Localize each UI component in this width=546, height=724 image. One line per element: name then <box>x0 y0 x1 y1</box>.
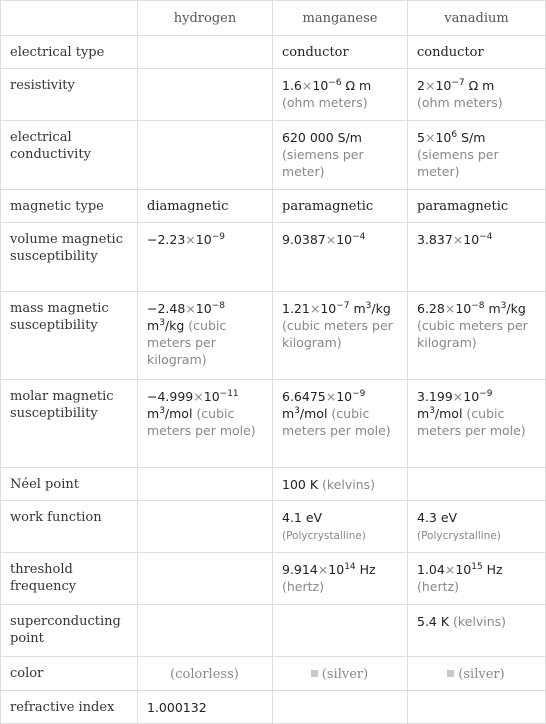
value-exponent: −9 <box>479 389 493 399</box>
color-name: (silver) <box>321 666 369 682</box>
unit-note: (hertz) <box>282 579 324 594</box>
header-row <box>1 1 546 36</box>
row-label: electrical conductivity <box>1 121 138 190</box>
cell-hydrogen <box>138 468 273 501</box>
color-name: (silver) <box>458 666 505 682</box>
cell-vanadium <box>408 468 546 501</box>
unit-tail: /kg <box>164 318 185 333</box>
value-exponent: −7 <box>451 78 465 88</box>
unit-note: (cubic meters per kilogram) <box>282 318 393 350</box>
cell-manganese <box>273 553 408 605</box>
unit-note: (cubic meters per kilogram) <box>147 318 227 367</box>
value-mantissa: 6.28 <box>417 301 445 316</box>
row-refractive-index <box>1 691 546 724</box>
row-label: Néel point <box>1 468 138 501</box>
unit-note: (siemens per meter) <box>282 147 364 179</box>
ten-base: 10 <box>463 389 480 404</box>
cell-vanadium <box>408 501 546 553</box>
unit-exponent: 3 <box>429 406 435 416</box>
row-label: molar magnetic susceptibility <box>1 380 138 468</box>
value-unit: Hz <box>482 562 503 577</box>
times-symbol: × <box>325 389 337 404</box>
row-label: color <box>1 657 138 691</box>
value-unit: m <box>349 301 366 316</box>
ten-base: 10 <box>455 301 472 316</box>
value-mantissa: 1.21 <box>282 301 310 316</box>
unit-note: (kelvins) <box>322 477 376 492</box>
times-symbol: × <box>193 389 204 404</box>
cell-manganese <box>273 292 408 380</box>
cell-manganese <box>273 657 408 691</box>
value-unit: m <box>282 406 295 421</box>
times-symbol: × <box>309 301 321 316</box>
value-unit: Ω m <box>341 78 372 93</box>
cell-vanadium <box>408 380 546 468</box>
unit-note: (siemens per meter) <box>417 147 499 179</box>
value-mantissa: 9.0387 <box>282 232 326 247</box>
ten-base: 10 <box>195 232 212 247</box>
unit-exponent: 3 <box>159 406 165 416</box>
times-symbol: × <box>424 130 436 145</box>
ten-base: 10 <box>195 301 212 316</box>
unit-note: (ohm meters) <box>417 95 503 110</box>
times-symbol: × <box>452 389 464 404</box>
unit-note: (cubic meters per mole) <box>282 406 391 438</box>
row-magnetic-type <box>1 190 546 223</box>
value-text: 5.4 K <box>417 614 450 629</box>
cell-manganese: paramagnetic <box>273 190 408 223</box>
cell-hydrogen: 1.000132 <box>138 691 273 724</box>
row-label: mass magnetic susceptibility <box>1 292 138 380</box>
cell-hydrogen <box>138 69 273 121</box>
value-mantissa: −2.23 <box>147 232 186 247</box>
cell-manganese <box>273 223 408 292</box>
row-label: work function <box>1 501 138 553</box>
row-superconducting-point <box>1 605 546 657</box>
times-symbol: × <box>444 301 456 316</box>
value-text: 620 000 S/m <box>282 130 362 145</box>
unit-note: (hertz) <box>417 579 459 594</box>
value-mantissa: −2.48 <box>147 301 186 316</box>
times-symbol: × <box>301 78 313 93</box>
value-unit: Hz <box>355 562 376 577</box>
unit-tail: /mol <box>434 406 463 421</box>
header-vanadium: vanadium <box>408 1 546 36</box>
value-mantissa: −4.999 <box>147 389 194 404</box>
color-swatch-icon <box>447 670 454 677</box>
ten-base: 10 <box>336 232 353 247</box>
unit-tail: /mol <box>299 406 328 421</box>
value-mantissa: 3.199 <box>417 389 453 404</box>
row-resistivity <box>1 69 546 121</box>
value-exponent: −11 <box>219 389 239 399</box>
value-mantissa: 5 <box>417 130 425 145</box>
value-exponent: −9 <box>352 389 366 399</box>
value-exponent: −9 <box>211 232 225 242</box>
cell-manganese <box>273 380 408 468</box>
ten-base: 10 <box>328 562 345 577</box>
unit-note: (kelvins) <box>453 614 507 629</box>
cell-vanadium: conductor <box>408 36 546 69</box>
value-mantissa: 1.04 <box>417 562 445 577</box>
value-exponent: 6 <box>451 130 458 140</box>
unit-note: (cubic meters per mole) <box>417 406 526 438</box>
ten-base: 10 <box>312 78 329 93</box>
row-label: electrical type <box>1 36 138 69</box>
cell-vanadium <box>408 691 546 724</box>
row-color <box>1 657 546 691</box>
cell-vanadium <box>408 292 546 380</box>
ten-base: 10 <box>203 389 220 404</box>
value-mantissa: 2 <box>417 78 425 93</box>
times-symbol: × <box>185 232 196 247</box>
row-mass-magnetic-susceptibility <box>1 292 546 380</box>
value-exponent: −7 <box>336 301 350 311</box>
value-exponent: −6 <box>328 78 342 88</box>
value-unit: S/m <box>457 130 486 145</box>
ten-base: 10 <box>320 301 337 316</box>
cell-manganese: conductor <box>273 36 408 69</box>
times-symbol: × <box>452 232 464 247</box>
value-mantissa: 1.6 <box>282 78 302 93</box>
cell-hydrogen <box>138 223 273 292</box>
unit-exponent: 3 <box>500 301 507 311</box>
color-name: (colorless) <box>170 666 239 682</box>
unit-tail: /kg <box>371 301 391 316</box>
unit-exponent: 3 <box>294 406 300 416</box>
row-label: volume magnetic susceptibility <box>1 223 138 292</box>
times-symbol: × <box>444 562 456 577</box>
value-exponent: 15 <box>471 562 483 572</box>
cell-vanadium: paramagnetic <box>408 190 546 223</box>
cell-hydrogen <box>138 36 273 69</box>
value-mantissa: 3.837 <box>417 232 453 247</box>
row-threshold-frequency <box>1 553 546 605</box>
times-symbol: × <box>325 232 337 247</box>
unit-note: (cubic meters per mole) <box>147 406 256 438</box>
color-swatch-icon <box>311 670 318 677</box>
row-label: magnetic type <box>1 190 138 223</box>
unit-note: (ohm meters) <box>282 95 368 110</box>
value-text: 4.1 eV <box>282 510 323 525</box>
times-symbol: × <box>185 301 196 316</box>
cell-vanadium <box>408 657 546 691</box>
cell-hydrogen <box>138 292 273 380</box>
row-volume-magnetic-susceptibility <box>1 223 546 292</box>
value-text: 100 K <box>282 477 319 492</box>
cell-hydrogen <box>138 121 273 190</box>
cell-hydrogen: diamagnetic <box>138 190 273 223</box>
times-symbol: × <box>317 562 329 577</box>
row-molar-magnetic-susceptibility <box>1 380 546 468</box>
ten-base: 10 <box>435 78 452 93</box>
value-exponent: −8 <box>211 301 225 311</box>
unit-exponent: 3 <box>159 318 165 328</box>
row-electrical-type <box>1 36 546 69</box>
cell-manganese <box>273 501 408 553</box>
row-label: refractive index <box>1 691 138 724</box>
row-label: threshold frequency <box>1 553 138 605</box>
value-mantissa: 9.914 <box>282 562 318 577</box>
header-corner <box>1 1 138 36</box>
unit-note: (Polycrystalline) <box>282 530 366 542</box>
header-manganese: manganese <box>273 1 408 36</box>
unit-exponent: 3 <box>365 301 372 311</box>
cell-vanadium <box>408 69 546 121</box>
cell-hydrogen <box>138 605 273 657</box>
cell-vanadium <box>408 121 546 190</box>
value-unit: m <box>147 318 160 333</box>
cell-hydrogen <box>138 380 273 468</box>
row-work-function <box>1 501 546 553</box>
ten-base: 10 <box>455 562 472 577</box>
value-unit: m <box>417 406 430 421</box>
cell-manganese <box>273 121 408 190</box>
value-unit: m <box>147 406 160 421</box>
row-electrical-conductivity <box>1 121 546 190</box>
cell-manganese <box>273 468 408 501</box>
unit-note: (Polycrystalline) <box>417 530 501 542</box>
row-label: resistivity <box>1 69 138 121</box>
times-symbol: × <box>424 78 436 93</box>
unit-tail: /mol <box>164 406 193 421</box>
value-unit: m <box>484 301 501 316</box>
header-hydrogen: hydrogen <box>138 1 273 36</box>
value-exponent: −4 <box>352 232 366 242</box>
unit-tail: /kg <box>506 301 526 316</box>
cell-hydrogen <box>138 501 273 553</box>
cell-manganese <box>273 605 408 657</box>
value-unit: Ω m <box>464 78 495 93</box>
cell-manganese <box>273 69 408 121</box>
row-label: superconducting point <box>1 605 138 657</box>
ten-base: 10 <box>336 389 353 404</box>
cell-hydrogen <box>138 553 273 605</box>
cell-vanadium <box>408 223 546 292</box>
cell-vanadium <box>408 605 546 657</box>
value-exponent: 14 <box>344 562 356 572</box>
value-text: 4.3 eV <box>417 510 458 525</box>
value-mantissa: 6.6475 <box>282 389 326 404</box>
cell-hydrogen <box>138 657 273 691</box>
cell-manganese <box>273 691 408 724</box>
unit-note: (cubic meters per kilogram) <box>417 318 528 350</box>
value-exponent: −4 <box>479 232 493 242</box>
cell-vanadium <box>408 553 546 605</box>
row-neel-point <box>1 468 546 501</box>
ten-base: 10 <box>463 232 480 247</box>
value-exponent: −8 <box>471 301 485 311</box>
ten-base: 10 <box>435 130 452 145</box>
